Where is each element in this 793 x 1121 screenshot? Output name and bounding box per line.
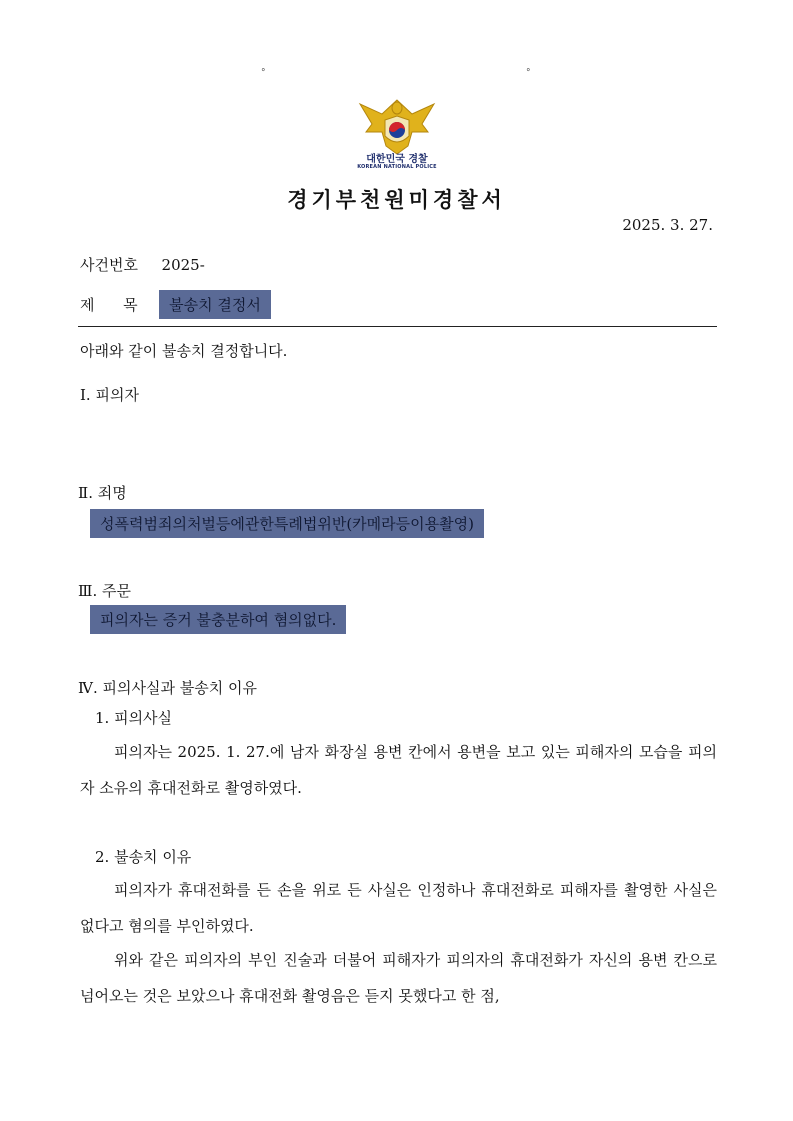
subject-label: 제 목: [80, 296, 138, 314]
section-2-value: [90, 509, 484, 538]
document-date: 2025. 3. 27.: [622, 216, 713, 234]
subject-value: 불송치 결정서: [159, 290, 271, 319]
case-number-label: 사건번호: [80, 256, 138, 274]
section-3-title: Ⅲ. 주문: [78, 582, 131, 600]
section-1-title: Ⅰ. 피의자: [80, 386, 139, 404]
intro-text: 아래와 같이 불송치 결정합니다.: [80, 342, 288, 360]
subsection-1-title: 1. 피의사실: [95, 709, 173, 727]
section-4-title: Ⅳ. 피의사실과 불송치 이유: [78, 679, 257, 697]
disposition-text: 피의자는 증거 불충분하여 혐의없다.: [90, 605, 346, 634]
case-number-row: [80, 254, 205, 275]
emblem-text-korean: 대한민국 경찰: [366, 154, 428, 165]
section-2-title: Ⅱ. 죄명: [78, 484, 127, 502]
subsection-2-paragraph-2: 위와 같은 피의자의 부인 진술과 더불어 피해자가 피의자의 휴대전화가 자신의 용변 칸으로 넘어오는 것은 보았으나 휴대전화 촬영음은 듣지 못했다고 한 점,: [80, 951, 717, 1005]
charge-name: 성폭력범죄의처벌등에관한특례법위반(카메라등이용촬영): [90, 509, 484, 538]
emblem-text-english: KOREAN NATIONAL POLICE: [357, 164, 437, 170]
document-title: 경기부천원미경찰서: [287, 188, 506, 212]
subject-row: [80, 290, 271, 319]
case-number-value: 2025-: [161, 256, 205, 274]
margin-mark-right: °: [526, 68, 531, 78]
margin-mark-left: °: [261, 68, 266, 78]
header-divider: [78, 326, 717, 327]
subsection-2-paragraph-1: 피의자가 휴대전화를 든 손을 위로 든 사실은 인정하나 휴대전화로 피해자를 촬영한 사실은 없다고 혐의를 부인하였다.: [80, 881, 717, 935]
subsection-2-title: 2. 불송치 이유: [95, 848, 192, 866]
section-3-value: [90, 605, 346, 634]
subsection-1-body: 피의자는 2025. 1. 27.에 남자 화장실 용변 칸에서 용변을 보고 있는 피해자의 모습을 피의자 소유의 휴대전화로 촬영하였다.: [80, 743, 717, 797]
